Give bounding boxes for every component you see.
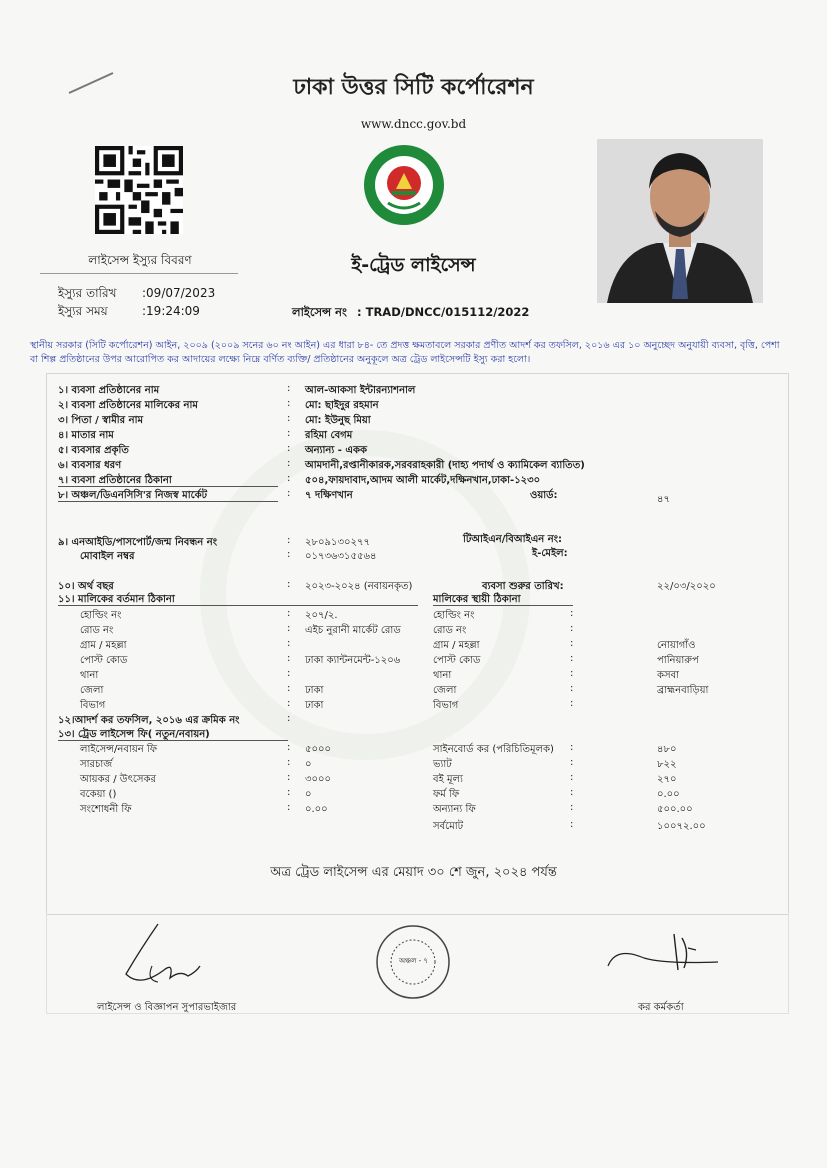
corporation-title: ঢাকা উত্তর সিটি কর্পোরেশন [293, 75, 534, 100]
address-label: রোড নং [80, 625, 114, 636]
mobile-value: ০১৭৩৬৩১৫৫৬৪ [305, 551, 377, 562]
fee-value: ৮২২ [657, 759, 677, 770]
colon: : [570, 608, 574, 619]
field-value: আল-আকসা ইন্টারন্যাশনাল [305, 385, 416, 396]
colon: : [570, 757, 574, 768]
colon: : [570, 653, 574, 664]
issue-details-heading: লাইসেন্স ইস্যুর বিবরণ [88, 253, 192, 267]
fiscal-year-label: ১০। অর্থ বছর [58, 581, 114, 592]
address-label: পোস্ট কোড [433, 655, 481, 666]
underline [58, 605, 418, 606]
fee-value: ২৭০ [657, 774, 677, 785]
field-value: মো: ছাইদুর রহমান [305, 400, 379, 411]
fee-total-label: সর্বমোট [433, 821, 464, 832]
colon: : [287, 608, 291, 619]
colon: : [287, 398, 291, 409]
colon: : [287, 638, 291, 649]
fees-heading: ১৩। ট্রেড লাইসেন্স ফি( নতুন/নবায়ন) [58, 729, 210, 740]
address-label: থানা [80, 670, 99, 681]
field-value: আমদানী,রপ্তানীকারক,সরবরাহকারী (দাহ্য পদার্থ ও ক্যামিকেল ব্যাতিত) [305, 460, 585, 471]
colon: : [287, 742, 291, 753]
address-label: জেলা [80, 685, 104, 696]
permanent-value: কসবা [657, 670, 680, 681]
tin-label: টিআইএন/বিআইএন নং: [463, 534, 563, 545]
present-value: ঢাকা [305, 685, 324, 696]
colon: : [287, 443, 291, 454]
fiscal-year-value: ২০২৩-২০২৪ (নবায়নকৃত) [305, 581, 413, 592]
fee-label: ফর্ম ফি [433, 789, 460, 800]
tax-schedule-serial-label: ১২।আদর্শ কর তফসিল, ২০১৬ এর ক্রমিক নং [58, 715, 240, 726]
fee-label: আয়কর / উৎসেকর [80, 774, 157, 785]
colon: : [570, 683, 574, 694]
fee-value: ০ [305, 759, 312, 770]
license-number-row [292, 304, 529, 323]
colon: : [287, 413, 291, 424]
issue-time-label: ইস্যুর সময় [58, 304, 108, 318]
colon: : [287, 713, 291, 724]
issue-time-row [58, 303, 200, 323]
qr-code-icon [92, 146, 186, 234]
address-label: বিভাগ [80, 700, 106, 711]
colon: : [287, 458, 291, 469]
underline [433, 605, 573, 606]
present-value: ঢাকা [305, 700, 324, 711]
colon: : [287, 623, 291, 634]
field-value: ৫০৪,ফায়দাবাদ,আদম আলী মার্কেট,দক্ষিনখান,ঢাকা-১২৩০ [305, 475, 541, 486]
present-value: ২০৭/২. [305, 610, 338, 621]
colon: : [287, 757, 291, 768]
issue-date-value: :09/07/2023 [142, 286, 216, 300]
fee-value: ০.০০ [657, 789, 680, 800]
field-label: ৬। ব্যবসার ধরণ [58, 460, 122, 471]
colon: : [287, 802, 291, 813]
fee-label: বই মূল্য [433, 774, 463, 785]
fee-value: ৫০০.০০ [657, 804, 693, 815]
colon: : [570, 819, 574, 830]
tax-officer-signature-icon [604, 928, 724, 978]
colon: : [287, 428, 291, 439]
colon: : [287, 579, 291, 590]
intro-paragraph: স্থানীয় সরকার (সিটি কর্পোরেশন) আইন, ২০০৯ (২০০৯ সনের ৬০ নং আইন) এর ধারা ৮৪- তে প্রদত্ত ক্ষমতাবলে সরকার প্রণীত আদর্শ কর তফসিল, ২০১৬ এর ১০ অনুচ্ছেদ অনুযায়ী ব্যবসা, বৃত্তি, পেশা বা শিল্প প্রতিষ্ঠানের উপর আরোপিত কর আদায়ের লক্ষ্যে নিম্নে বর্ণিত ব্যক্তি/ প্রতিষ্ঠানের অনুকূলে অত্র ট্রেড লাইসেন্সটি ইস্যু করা হলো। [30, 340, 780, 365]
field-label: ৭। ব্যবসা প্রতিষ্ঠানের ঠিকানা [58, 475, 172, 486]
field-label: ৮। অঞ্চল/ডিএনসিসি'র নিজস্ব মার্কেট [58, 490, 208, 501]
permanent-value: নোয়াগাঁও [657, 640, 696, 651]
dncc-logo-icon [362, 143, 446, 227]
field-value: রহিমা বেগম [305, 430, 353, 441]
present-value: এইচ নুরানী মার্কেট রোড [305, 625, 401, 636]
field-label: ৪। মাতার নাম [58, 430, 114, 441]
underline [58, 740, 288, 741]
license-number-label: লাইসেন্স নং [292, 305, 347, 319]
colon: : [287, 473, 291, 484]
colon: : [570, 742, 574, 753]
field-value: ৭ দক্ষিণখান [305, 490, 353, 501]
fee-value: ৩০০০ [305, 774, 332, 785]
colon: : [287, 668, 291, 679]
fee-label: বকেয়া () [80, 789, 117, 800]
e-trade-license-title: ই-ট্রেড লাইসেন্স [351, 254, 476, 276]
supervisor-signature-icon [118, 918, 208, 993]
fee-value: ০ [305, 789, 312, 800]
address-label: রোড নং [433, 625, 467, 636]
email-label: ই-মেইল: [532, 548, 568, 559]
address-label: গ্রাম / মহল্লা [80, 640, 127, 651]
colon: : [287, 772, 291, 783]
colon: : [287, 488, 291, 499]
supervisor-label: লাইসেন্স ও বিজ্ঞাপন সুপারভাইজার [97, 1002, 237, 1013]
field-label: ২। ব্যবসা প্রতিষ্ঠানের মালিকের নাম [58, 400, 198, 411]
field-value: মো: ইউনুছ মিয়া [305, 415, 371, 426]
address-label: থানা [433, 670, 452, 681]
permanent-value: ব্রাহ্মনবাড়িয়া [657, 685, 709, 696]
field-label: ৫। ব্যবসার প্রকৃতি [58, 445, 129, 456]
field-label: ৩। পিতা / স্বামীর নাম [58, 415, 144, 426]
fee-label: অন্যান্য ফি [433, 804, 476, 815]
owner-photo [597, 139, 763, 303]
person-portrait-icon [597, 139, 763, 303]
fee-label: ভ্যাট [433, 759, 452, 770]
permanent-address-heading: মালিকের স্থায়ী ঠিকানা [433, 594, 521, 605]
fee-label: সারচার্জ [80, 759, 113, 770]
colon: : [287, 653, 291, 664]
fee-value: ৫০০০ [305, 744, 331, 755]
colon: : [570, 787, 574, 798]
field-value: অন্যান্য - একক [305, 445, 368, 456]
address-label: হোল্ডিং নং [80, 610, 122, 621]
address-label: পোস্ট কোড [80, 655, 128, 666]
issue-time-value: :19:24:09 [142, 304, 200, 318]
business-start-value: ২২/০৩/২০২০ [657, 581, 716, 592]
colon: : [287, 549, 291, 560]
address-label: গ্রাম / মহল্লা [433, 640, 480, 651]
nid-value: ২৮০৯১৩০২৭৭ [305, 537, 370, 548]
nid-label: ৯। এনআইডি/পাসপোর্ট/জন্ম নিবন্ধন নং [58, 537, 217, 548]
colon: : [287, 535, 291, 546]
website-url: www.dncc.gov.bd [360, 117, 467, 131]
colon: : [287, 787, 291, 798]
fee-label: লাইসেন্স/নবায়ন ফি [80, 744, 158, 755]
colon: : [287, 698, 291, 709]
underline [58, 501, 278, 502]
colon: : [570, 772, 574, 783]
fee-value: ০.০০ [305, 804, 328, 815]
business-start-label: ব্যবসা শুরুর তারিখ: [482, 581, 564, 592]
colon: : [287, 383, 291, 394]
tax-officer-label: কর কর্মকর্তা [638, 1002, 684, 1013]
colon: : [570, 802, 574, 813]
address-label: হোল্ডিং নং [433, 610, 475, 621]
license-validity-text: অত্র ট্রেড লাইসেন্স এর মেয়াদ ৩০ শে জুন, ২০২৪ পর্যন্ত [270, 865, 557, 880]
colon: : [570, 638, 574, 649]
issue-date-label: ইস্যুর তারিখ [58, 286, 117, 300]
fee-label: সংশোধনী ফি [80, 804, 132, 815]
seal-text: অঞ্চল - ৭ [399, 957, 428, 965]
ward-value: ৪৭ [657, 494, 670, 505]
ward-label: ওয়ার্ড: [530, 490, 558, 501]
colon: : [570, 668, 574, 679]
issue-date-row [58, 285, 215, 305]
field-label: ১। ব্যবসা প্রতিষ্ঠানের নাম [58, 385, 160, 396]
colon: : [570, 623, 574, 634]
underline [58, 486, 278, 487]
colon: : [570, 698, 574, 709]
fee-total-value: ১০০৭২.০০ [657, 821, 706, 832]
fee-label: সাইনবোর্ড কর (পরিচিতিমূলক) [433, 744, 554, 755]
address-label: জেলা [433, 685, 457, 696]
fee-value: ৪৮০ [657, 744, 677, 755]
mobile-label: মোবাইল নম্বর [80, 551, 135, 562]
permanent-value: পানিয়ারুপ [657, 655, 699, 666]
license-number-value: : TRAD/DNCC/015112/2022 [357, 305, 530, 319]
address-label: বিভাগ [433, 700, 459, 711]
present-value: ঢাকা ক্যান্টনমেন্ট-১২০৬ [305, 655, 401, 666]
colon: : [287, 683, 291, 694]
present-address-heading: ১১। মালিকের বর্তমান ঠিকানা [58, 594, 175, 605]
